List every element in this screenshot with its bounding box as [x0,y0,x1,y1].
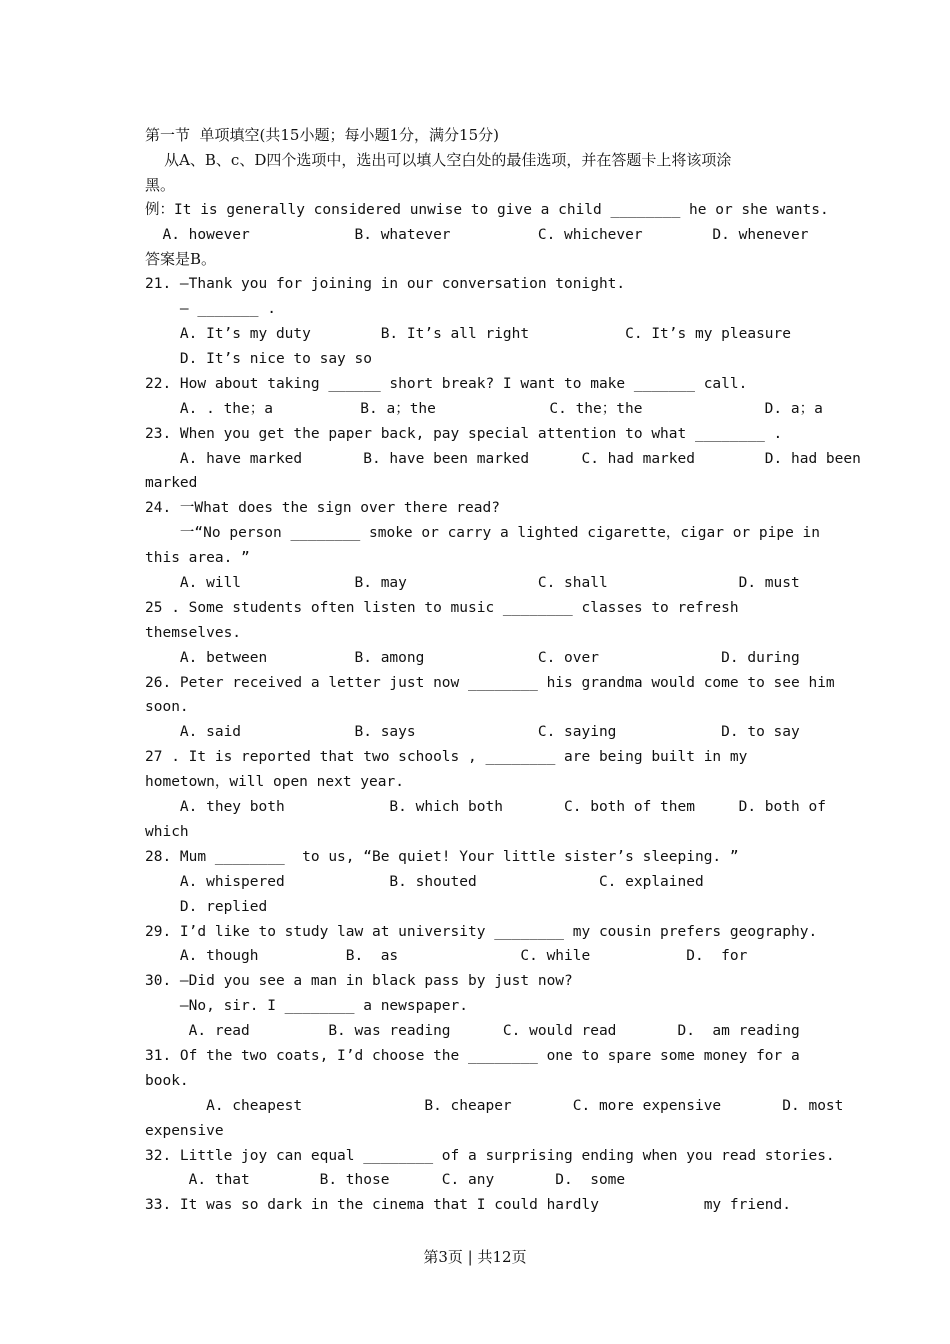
question-24-reply: 一“No person ________ smoke or carry a lighted cigarette，cigar or pipe in [145,525,821,542]
page-footer: 第3页 | 共12页 [423,1248,527,1266]
question-27-options: which [145,823,189,840]
question-23-options: A. have marked B. have been marked C. had marked D. had been [145,450,861,467]
question-21: 21. —Thank you for joining in our conversation tonight. [145,276,626,293]
question-22-options: A. . the；a B. a；the C. the；the D. a；a [145,400,823,417]
question-25: 25 . Some students often listen to music ________ classes to refresh [145,599,739,616]
question-30-reply: —No, sir. I ________ a newspaper. [145,998,469,1015]
question-26-options: A. said B. says C. saying D. to say [145,724,800,741]
instructions-line: 黑。 [145,175,176,194]
document-body [145,123,861,1218]
question-23: 23. When you get the paper back, pay special attention to what ________ . [145,425,783,442]
question-33: 33. It was so dark in the cinema that I could hardly my friend. [145,1197,792,1214]
question-21-reply: — _______ . [145,301,276,318]
question-28: 28. Mum ________ to us, “Be quiet! Your little sister’s sleeping. ” [145,848,739,865]
question-31-options: A. cheapest B. cheaper C. more expensive D. most [145,1097,844,1114]
question-24-reply: this area. ” [145,550,250,567]
question-27: 27 . It is reported that two schools , ________ are being built in my [145,749,748,766]
question-23-options: marked [145,475,198,492]
question-22: 22. How about taking ______ short break? I want to make _______ call. [145,375,748,392]
example-question: 例：It is generally considered unwise to give a child ________ he or she wants. [145,201,829,218]
question-24: 24. 一What does the sign over there read? [145,500,500,517]
instructions-line: 从A、B、c、D四个选项中，选出可以填人空白处的最佳选项，并在答题卡上将该项涂 [145,150,732,169]
question-28-options: D. replied [145,898,268,915]
question-32: 32. Little joy can equal ________ of a surprising ending when you read stories. [145,1147,835,1164]
question-21-options: D. It’s nice to say so [145,351,372,368]
question-27-options: A. they both B. which both C. both of them D. both of [145,799,826,816]
question-30-options: A. read B. was reading C. would read D. am reading [145,1023,800,1040]
question-25: themselves. [145,624,242,641]
question-26: soon. [145,699,189,716]
question-24-options: A. will B. may C. shall D. must [145,575,800,592]
question-31-options: expensive [145,1122,224,1139]
example-options: A. however B. whatever C. whichever D. whenever [145,226,809,243]
question-27: hometown，will open next year. [145,774,404,791]
question-25-options: A. between B. among C. over D. during [145,649,800,666]
question-21-options: A. It’s my duty B. It’s all right C. It’s my pleasure [145,326,792,343]
question-26: 26. Peter received a letter just now ________ his grandma would come to see him [145,674,835,691]
question-31: 31. Of the two coats, I’d choose the ________ one to spare some money for a [145,1047,800,1064]
section-heading: 第一节 单项填空(共15小题；每小题1分，满分15分) [145,126,499,144]
question-32-options: A. that B. those C. any D. some [145,1172,626,1189]
question-29-options: A. though B. as C. while D. for [145,948,748,965]
question-31: book. [145,1072,189,1089]
question-28-options: A. whispered B. shouted C. explained [145,873,704,890]
question-30: 30. —Did you see a man in black pass by just now? [145,973,573,990]
example-answer: 答案是B。 [145,250,217,269]
question-29: 29. I’d like to study law at university ________ my cousin prefers geography. [145,923,818,940]
